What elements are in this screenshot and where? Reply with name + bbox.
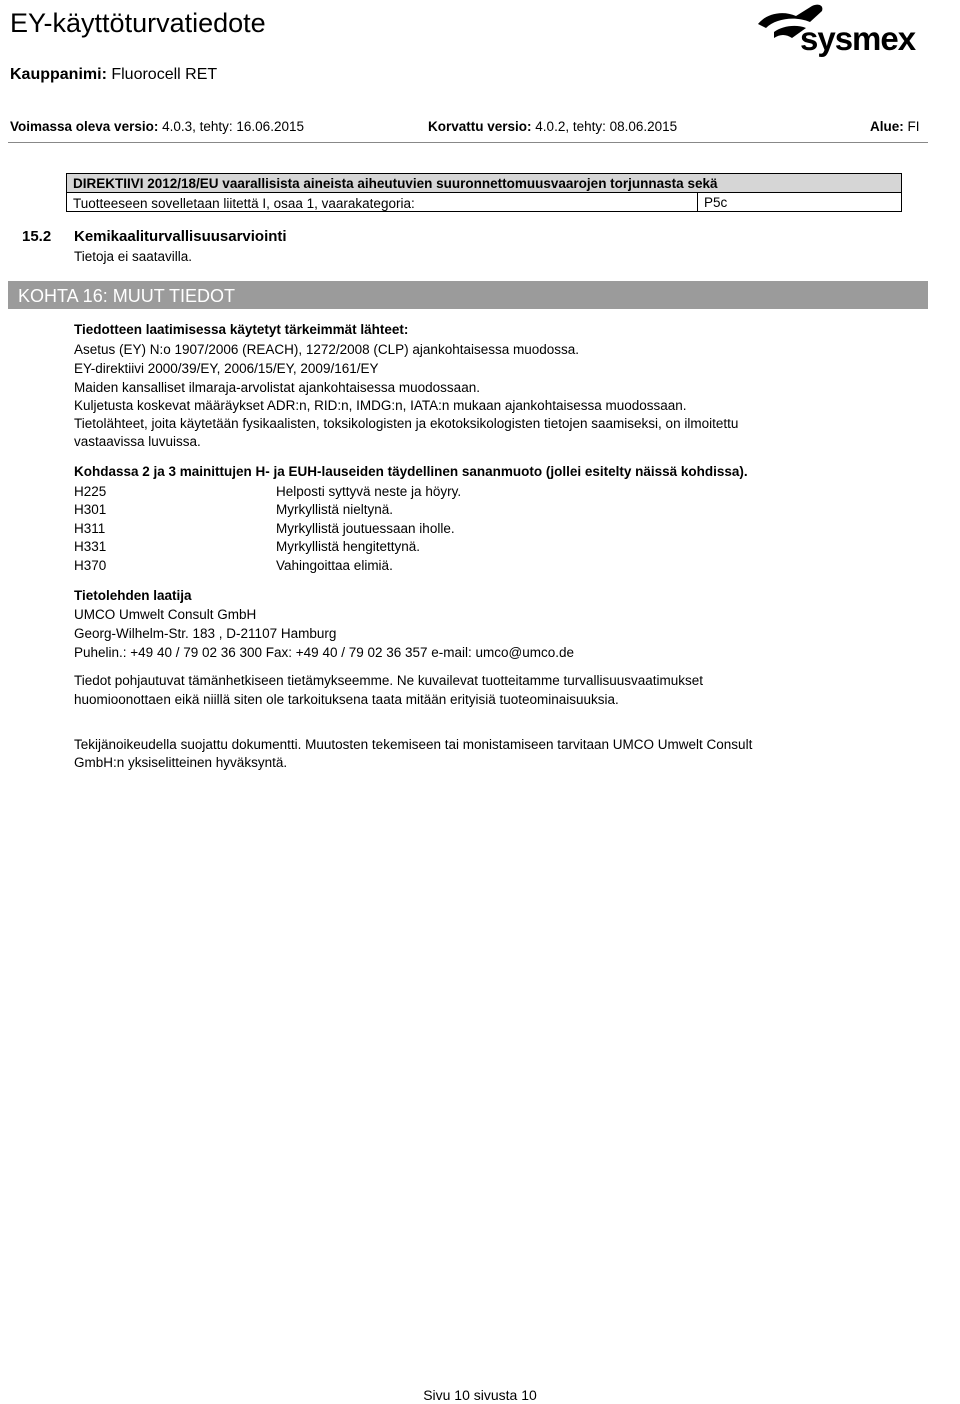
hazard-text: Myrkyllistä hengitettynä.: [276, 539, 421, 554]
hazard-code: H370: [74, 558, 107, 573]
hazard-text: Myrkyllistä nieltynä.: [276, 502, 394, 517]
subsection-number: 15.2: [22, 228, 52, 245]
page-number: Sivu 10 sivusta 10: [423, 1387, 537, 1403]
logo-wordmark: sysmex: [800, 20, 916, 57]
section-header: KOHTA 16: MUUT TIEDOT: [8, 281, 928, 309]
sources-line: Tietolähteet, joita käytetään fysikaalisten, toksikologisten ja ekotoksikologisten tietojen saamiseksi, on ilmoitettu: [74, 416, 739, 431]
area-label: Alue:: [870, 119, 904, 134]
directive-row-value: P5c: [697, 193, 901, 212]
copyright-line: GmbH:n yksiselitteinen hyväksyntä.: [74, 755, 288, 770]
sources-line: vastaavissa luvuissa.: [74, 434, 201, 449]
subsection-title: Kemikaaliturvallisuusarviointi: [74, 228, 287, 245]
hazard-text: Helposti syttyvä neste ja höyry.: [276, 484, 462, 499]
valid-version-value: 4.0.3, tehty: 16.06.2015: [162, 119, 304, 134]
revised-version-label: Korvattu versio:: [428, 119, 532, 134]
hazard-code: H331: [74, 539, 107, 554]
hazard-text: Myrkyllistä joutuessaan iholle.: [276, 521, 455, 536]
area: [870, 119, 920, 134]
author-contact: Puhelin.: +49 40 / 79 02 36 300 Fax: +49 40 / 79 02 36 357 e-mail: umco@umco.de: [74, 645, 575, 660]
sources-line: Maiden kansalliset ilmaraja-arvolistat ajankohtaisessa muodossaan.: [74, 380, 480, 395]
hazard-text: Vahingoittaa elimiä.: [276, 558, 393, 573]
author-company: UMCO Umwelt Consult GmbH: [74, 607, 257, 622]
sources-line: Asetus (EY) N:o 1907/2006 (REACH), 1272/2008 (CLP) ajankohtaisessa muodossa.: [74, 342, 580, 357]
document-title: EY-käyttöturvatiedote: [10, 8, 266, 38]
hazard-code: H301: [74, 502, 107, 517]
sources-heading: Tiedotteen laatimisessa käytetyt tärkeimmät lähteet:: [74, 322, 409, 337]
valid-version: [10, 119, 304, 134]
revised-version: [428, 119, 677, 134]
hazard-code: H225: [74, 484, 107, 499]
directive-row-label: Tuotteeseen sovelletaan liitettä I, osaa 1, vaarakategoria:: [73, 196, 415, 211]
disclaimer-line: Tiedot pohjautuvat tämänhetkiseen tietämykseemme. Ne kuvailevat tuotteitamme turvallisuusvaatimukset: [74, 673, 704, 688]
sources-line: Kuljetusta koskevat määräykset ADR:n, RID:n, IMDG:n, IATA:n mukaan ajankohtaisessa muodossaan.: [74, 398, 687, 413]
directive-table: [66, 173, 902, 212]
disclaimer-line: huomioonottaen eikä niillä siten ole tarkoituksena taata mitään erityisiä tuoteominaisuuksia.: [74, 692, 619, 707]
valid-version-label: Voimassa oleva versio:: [10, 119, 159, 134]
author-address: Georg-Wilhelm-Str. 183 , D-21107 Hamburg: [74, 626, 337, 641]
sources-line: EY-direktiivi 2000/39/EY, 2006/15/EY, 2009/161/EY: [74, 361, 379, 376]
trade-name-value: Fluorocell RET: [111, 66, 218, 83]
copyright-line: Tekijänoikeudella suojattu dokumentti. Muutosten tekemiseen tai monistamiseen tarvitaan UMCO Umwelt Consult: [74, 737, 753, 752]
subsection-text: Tietoja ei saatavilla.: [74, 249, 193, 264]
area-value: FI: [907, 119, 920, 134]
revised-version-value: 4.0.2, tehty: 08.06.2015: [535, 119, 678, 134]
trade-name: [10, 66, 217, 84]
hazard-code: H311: [74, 521, 106, 536]
trade-name-label: Kauppanimi:: [10, 66, 107, 83]
header-divider: [8, 142, 928, 143]
hazards-heading: Kohdassa 2 ja 3 mainittujen H- ja EUH-lauseiden täydellinen sananmuoto (jollei esitelty näissä kohdissa).: [74, 464, 748, 479]
author-heading: Tietolehden laatija: [74, 588, 192, 603]
directive-heading: DIREKTIIVI 2012/18/EU vaarallisista aineista aiheutuvien suuronnettomuusvaarojen torjunnasta sekä: [67, 174, 901, 193]
